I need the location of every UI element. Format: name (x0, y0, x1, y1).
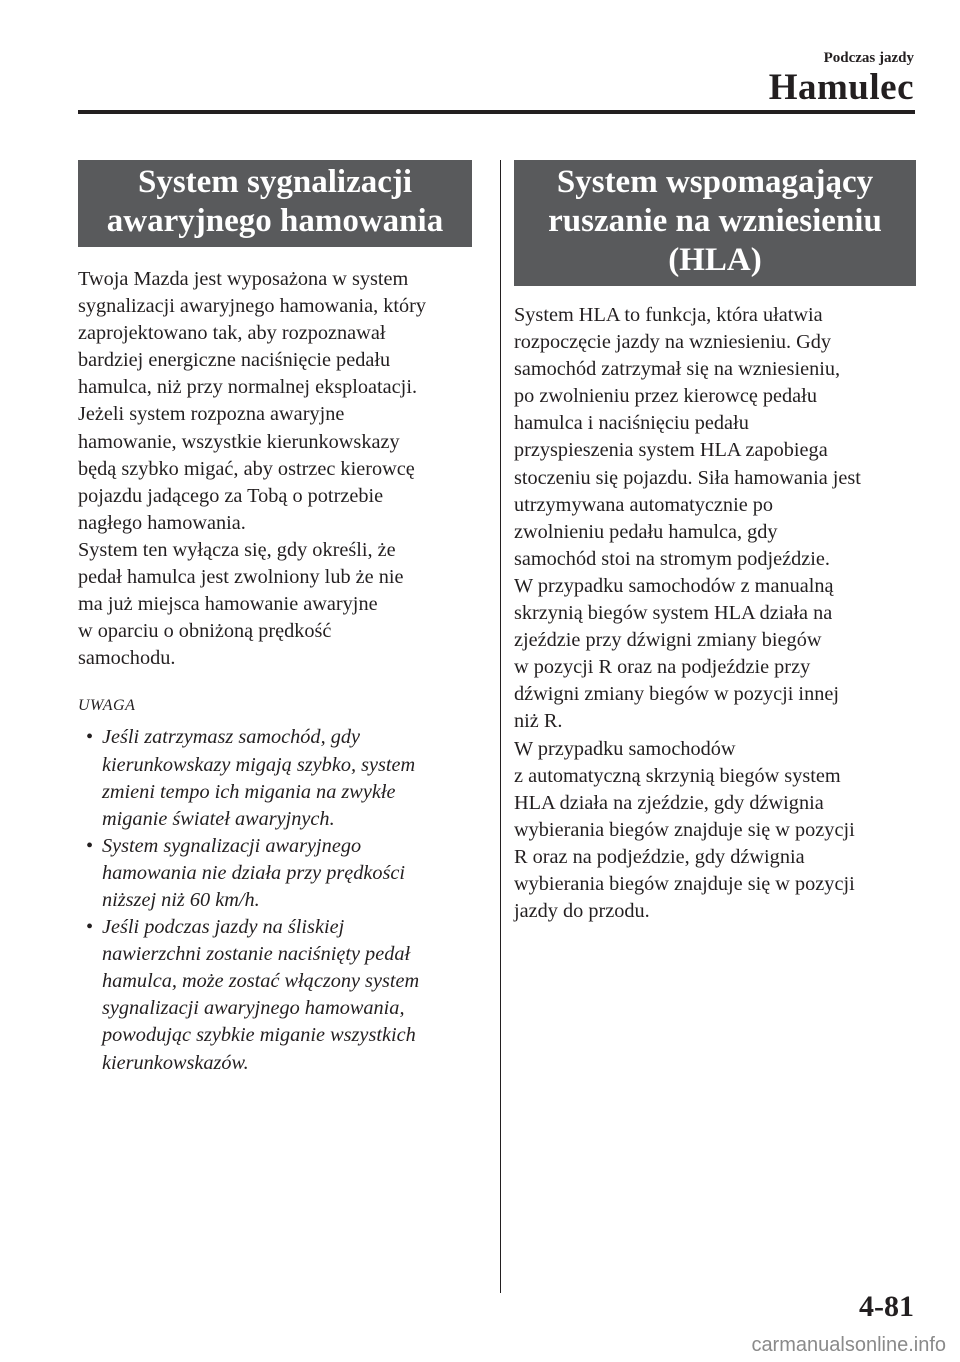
text-line: samochód zatrzymał się na wzniesieniu, (514, 358, 841, 381)
text-line: hamulca, może zostać włączony system (102, 970, 420, 993)
section-header: Podczas jazdy (823, 50, 914, 66)
text-line: System sygnalizacji awaryjnego (102, 834, 362, 857)
text-line: sygnalizacji awaryjnego hamowania, który (78, 295, 427, 318)
text-line: hamulca i naciśnięciu pedału (514, 412, 749, 435)
note-item (78, 914, 472, 1077)
text-line: samochód stoi na stromym podjeździe. (514, 547, 830, 570)
text-line: dźwigni zmiany biegów w pozycji innej (514, 683, 839, 706)
text-line: z automatyczną skrzynią biegów system (514, 764, 841, 787)
note-list (78, 724, 472, 1076)
right-column (514, 160, 916, 925)
text-line: niższej niż 60 km/h. (102, 888, 260, 911)
text-line: pojazdu jadącego za Tobą o potrzebie (78, 484, 384, 507)
text-line: zwolnieniu pedału hamulca, gdy (514, 520, 778, 543)
text-line: pedał hamulca jest zwolniony lub że nie (78, 566, 404, 589)
text-line: wybierania biegów znajduje się w pozycji (514, 872, 855, 895)
header-rule (78, 110, 915, 114)
text-line: wybierania biegów znajduje się w pozycji (514, 818, 855, 841)
note-heading: UWAGA (78, 697, 136, 715)
title-line: awaryjnego hamowania (106, 203, 444, 239)
text-line: ma już miejsca hamowanie awaryjne (78, 593, 378, 616)
text-line: stoczeniu się pojazdu. Siła hamowania jest (514, 466, 861, 489)
text-line: skrzynią biegów system HLA działa na (514, 602, 833, 625)
chapter-title: Hamulec (768, 67, 914, 108)
text-line: W przypadku samochodów z manualną (514, 574, 834, 597)
emergency-brake-signal-title (78, 160, 472, 247)
text-line: w oparciu o obniżoną prędkość (78, 620, 332, 643)
text-line: będą szybko migać, aby ostrzec kierowcę (78, 457, 415, 480)
text-line: miganie świateł awaryjnych. (102, 807, 335, 830)
text-line: kierunkowskazy migają szybko, system (102, 753, 416, 776)
emergency-brake-signal-body (78, 266, 472, 672)
text-line: sygnalizacji awaryjnego hamowania, (102, 997, 405, 1020)
watermark: carmanualsonline.info (751, 1334, 946, 1356)
note-item (78, 724, 472, 832)
hill-launch-assist-body (514, 302, 916, 925)
text-line: w pozycji R oraz na podjeździe przy (514, 656, 811, 679)
text-line: nawierzchni zostanie naciśnięty pedał (102, 943, 411, 966)
text-line: zmieni tempo ich migania na zwykłe (102, 780, 396, 803)
text-line: utrzymywana automatycznie po (514, 493, 774, 516)
text-line: powodując szybkie miganie wszystkich (102, 1024, 416, 1047)
text-line: hamowanie, wszystkie kierunkowskazy (78, 430, 400, 453)
text-line: nagłego hamowania. (78, 511, 246, 534)
text-line: R oraz na podjeździe, gdy dźwignia (514, 845, 805, 868)
page-number: 4-81 (859, 1290, 914, 1323)
text-line: HLA działa na zjeździe, gdy dźwignia (514, 791, 824, 814)
title-line: System sygnalizacji (137, 164, 413, 200)
title-line: ruszanie na wzniesieniu (548, 203, 882, 239)
bullet-icon: • (86, 834, 94, 857)
text-line: samochodu. (78, 647, 176, 670)
text-line: hamowania nie działa przy prędkości (102, 861, 406, 884)
text-line: Jeśli podczas jazdy na śliskiej (102, 916, 345, 939)
text-line: System HLA to funkcja, która ułatwia (514, 304, 823, 326)
text-line: rozpoczęcie jazdy na wzniesieniu. Gdy (514, 331, 832, 354)
text-line: jazdy do przodu. (514, 900, 650, 923)
hill-launch-assist-title (514, 160, 916, 286)
text-line: W przypadku samochodów (514, 737, 736, 760)
note-item (78, 833, 472, 914)
text-line: kierunkowskazów. (102, 1051, 249, 1074)
title-line: System wspomagający (556, 164, 874, 200)
text-line: zaprojektowano tak, aby rozpoznawał (78, 322, 386, 345)
text-line: zjeździe przy dźwigni zmiany biegów (514, 629, 822, 652)
text-line: przyspieszenia system HLA zapobiega (514, 439, 828, 462)
text-line: po zwolnieniu przez kierowcę pedału (514, 385, 817, 408)
left-column (78, 160, 472, 1077)
text-line: niż R. (514, 710, 563, 733)
column-divider (500, 160, 501, 1293)
text-line: Twoja Mazda jest wyposażona w system (78, 268, 409, 290)
text-line: bardziej energiczne naciśnięcie pedału (78, 349, 391, 372)
text-line: hamulca, niż przy normalnej eksploatacji. (78, 376, 418, 399)
text-line: Jeśli zatrzymasz samochód, gdy (102, 726, 361, 749)
bullet-icon: • (86, 916, 94, 939)
text-line: Jeżeli system rozpozna awaryjne (78, 403, 345, 426)
bullet-icon: • (86, 726, 94, 749)
text-line: System ten wyłącza się, gdy określi, że (78, 538, 396, 561)
title-line: (HLA) (668, 242, 762, 278)
